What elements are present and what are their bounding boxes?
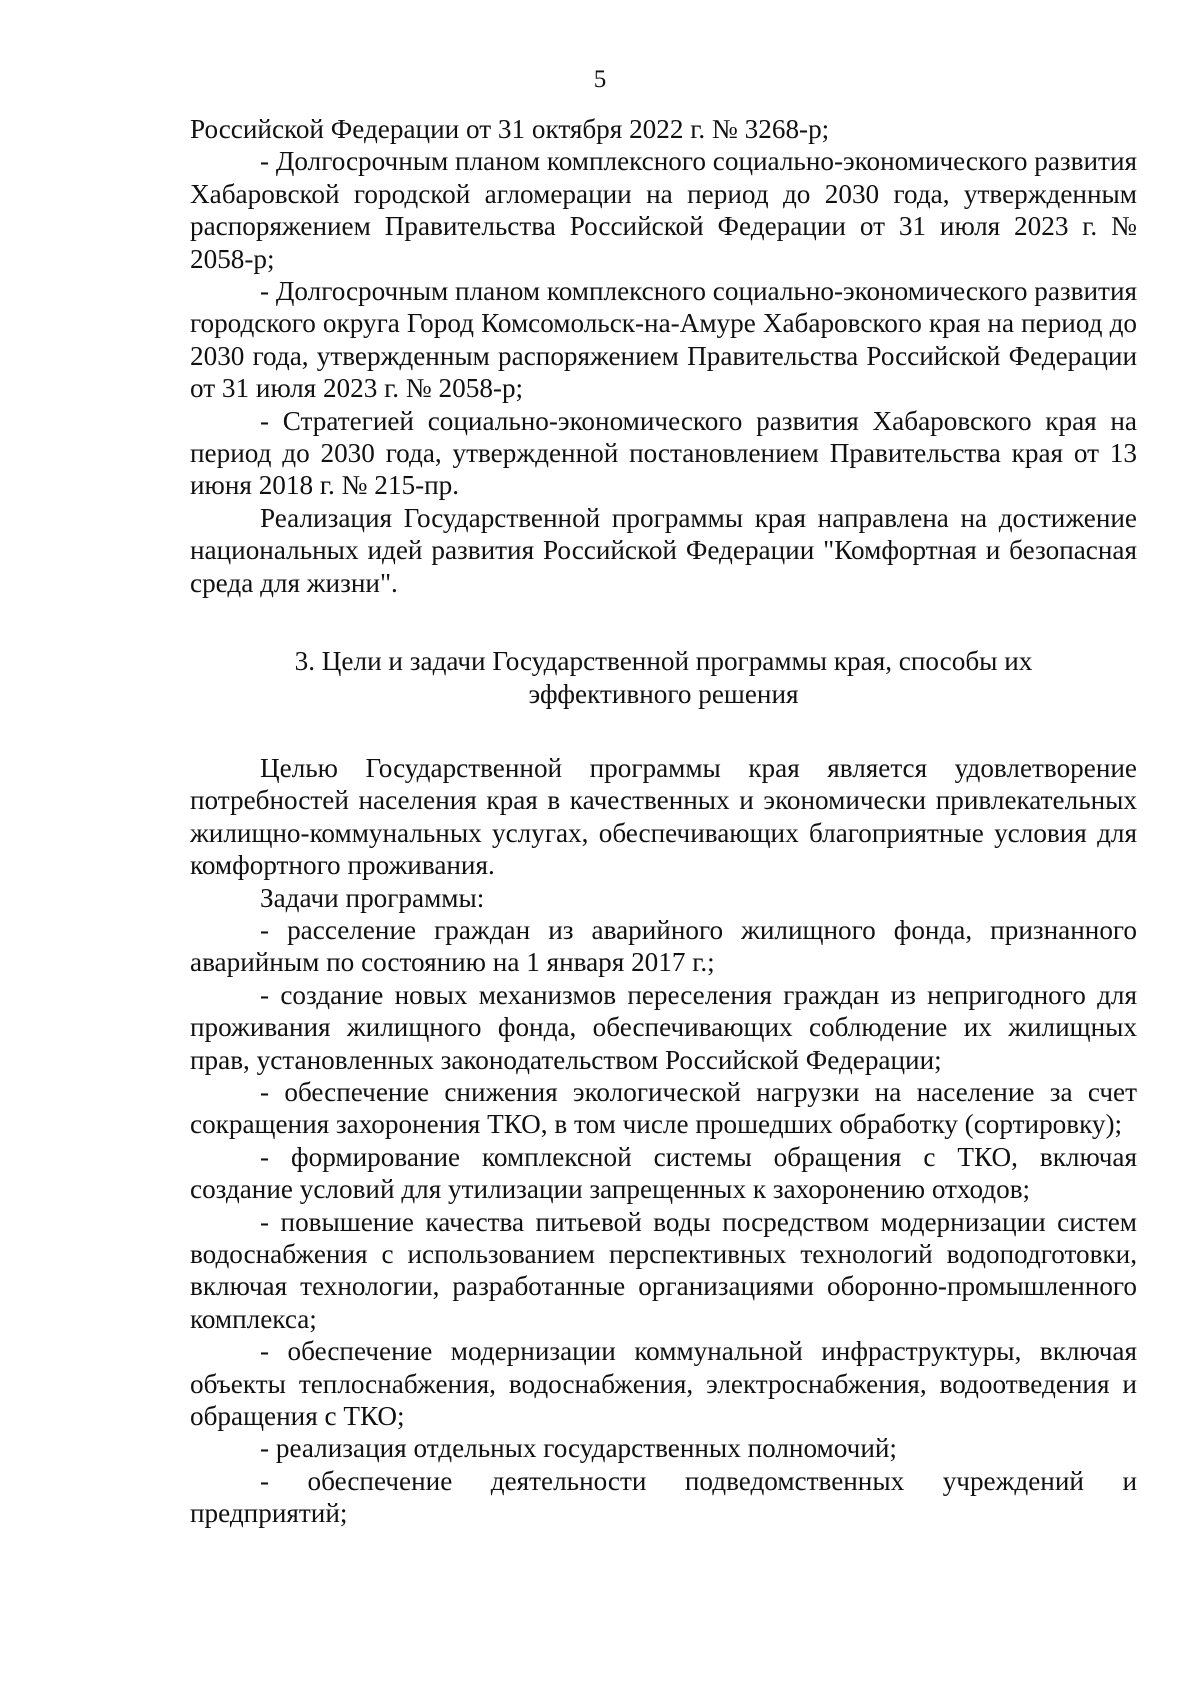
- section-heading-line-2: эффективного решения: [528, 678, 799, 709]
- section-heading: [190, 645, 1137, 710]
- paragraph-khabarovsk-agglomeration-plan: - Долгосрочным планом комплексного социально-экономического развития Хабаровской городской агломерации на период до 2030 года, утвержденным распоряжением Правительства Российской Федерации от 31 июля 2023 г. № 2058-р;: [190, 146, 1137, 274]
- paragraph-komsomolsk-plan: - Долгосрочным планом комплексного социально-экономического развития городского округа Город Комсомольск-на-Амуре Хабаровского края на период до 2030 года, утвержденным распоряжением Правительства Российской Федерации от 31 июля 2023 г. № 2058-р;: [190, 276, 1137, 404]
- section-heading-line-1: 3. Цели и задачи Государственной программы края, способы их: [294, 646, 1033, 677]
- page-number: 5: [593, 66, 607, 93]
- task-item-ecological-load: - обеспечение снижения экологической нагрузки на население за счет сокращения захоронения ТКО, в том числе прошедших обработку (сортировку);: [190, 1076, 1137, 1140]
- task-item-state-powers: - реализация отдельных государственных полномочий;: [260, 1433, 897, 1464]
- task-item-infrastructure: - обеспечение модернизации коммунальной инфраструктуры, включая объекты теплоснабжения, водоснабжения, электроснабжения, водоотведения и обращения с ТКО;: [190, 1336, 1137, 1432]
- paragraph-continuation: Российской Федерации от 31 октября 2022 г. № 3268-р;: [190, 114, 830, 144]
- task-item-new-mechanisms: - создание новых механизмов переселения граждан из непригодного для проживания жилищного фонда, обеспечивающих соблюдение их жилищных прав, установленных законодательством Российской Федерации;: [190, 979, 1137, 1075]
- task-item-waste-system: - формирование комплексной системы обращения с ТКО, включая создание условий для утилизации запрещенных к захоронению отходов;: [190, 1141, 1137, 1205]
- task-item-resettlement: - расселение граждан из аварийного жилищного фонда, признанного аварийным по состоянию на 1 января 2017 г.;: [190, 914, 1137, 978]
- paragraph-tasks-heading: Задачи программы:: [260, 882, 485, 913]
- task-item-subordinate-institutions: - обеспечение деятельности подведомственных учреждений и предприятий;: [190, 1465, 1137, 1529]
- task-item-drinking-water: - повышение качества питьевой воды посредством модернизации систем водоснабжения с использованием перспективных технологий водоподготовки, включая технологии, разработанные организациями оборонно-промышленного комплекса;: [190, 1206, 1137, 1334]
- paragraph-program-goal: Целью Государственной программы края является удовлетворение потребностей населения края в качественных и экономически привлекательных жилищно-коммунальных услугах, обеспечивающих благоприятные условия для комфортного проживания.: [190, 752, 1137, 881]
- paragraph-program-implementation: Реализация Государственной программы края направлена на достижение национальных идей развития Российской Федерации "Комфортная и безопасная среда для жизни".: [190, 502, 1137, 598]
- paragraph-regional-strategy: - Стратегией социально-экономического развития Хабаровского края на период до 2030 года, утвержденной постановлением Правительства края от 13 июня 2018 г. № 215-пр.: [190, 405, 1137, 501]
- document-body: [190, 113, 1137, 1530]
